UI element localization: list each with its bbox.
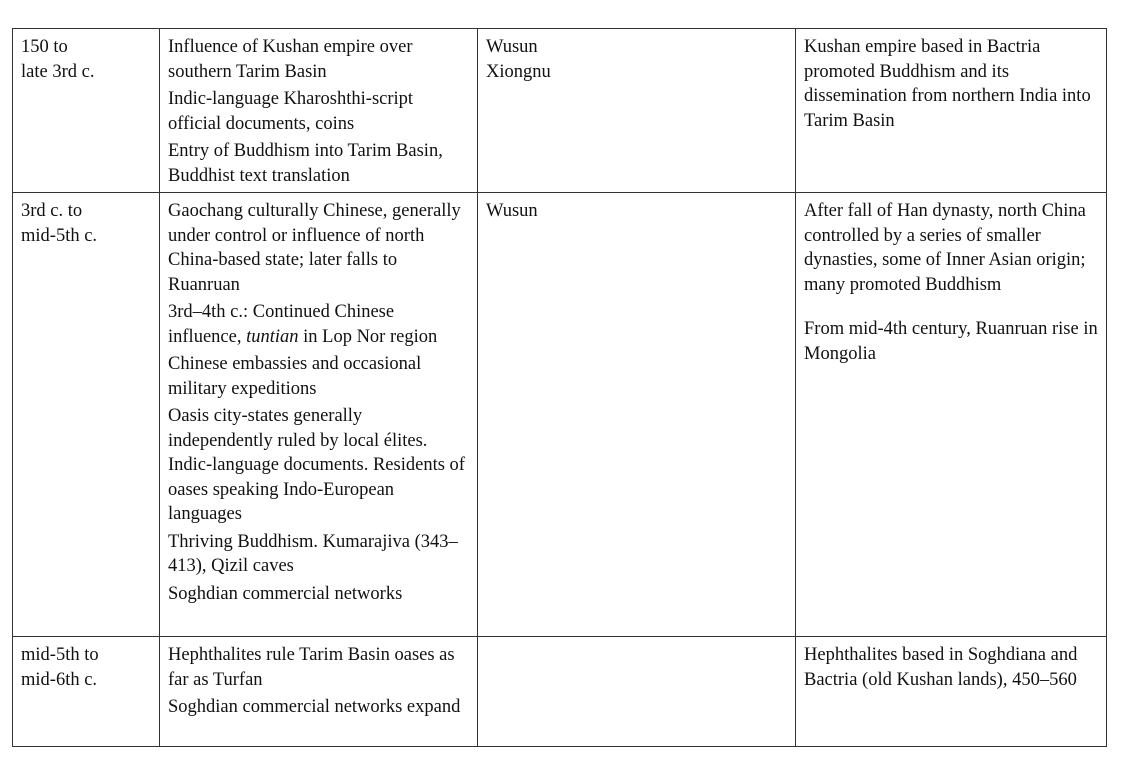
context-text: Kushan empire based in Bactria promoted Buddhism and its dissemination from northern India into Tarim Basin: [804, 37, 1091, 131]
period-cell: [13, 29, 160, 193]
event-text: Gaochang culturally Chinese, generally under control or influence of north China-based state; later falls to Ruanruan: [168, 201, 461, 295]
neighbors-cell: [478, 29, 796, 193]
event-text: Oasis city-states generally independently ruled by local élites. Indic-language documents. Residents of oases speaking Indo-European languages: [168, 406, 465, 524]
tarim-events-cell: [160, 193, 478, 637]
period-line: 3rd c. to: [21, 201, 83, 221]
period-cell: [13, 193, 160, 637]
table-row: [13, 637, 1107, 747]
event-text-part: 3rd–4th c.: Continued Chinese influence,: [168, 302, 395, 347]
context-cell: [796, 637, 1107, 747]
event-text: Thriving Buddhism. Kumarajiva (343–413), Qizil caves: [168, 531, 458, 576]
event-text-italic: tuntian: [246, 326, 299, 347]
period-line: 150 to: [21, 37, 68, 57]
period-line: late 3rd c.: [21, 61, 95, 82]
neighbors-cell: [478, 637, 796, 747]
context-cell: [796, 29, 1107, 193]
event-text: Soghdian commercial networks: [168, 583, 403, 604]
table-row: [13, 193, 1107, 637]
context-text: From mid-4th century, Ruanruan rise in Mongolia: [804, 319, 1098, 364]
context-cell: [796, 193, 1107, 637]
period-line: mid-5th to: [21, 645, 99, 665]
context-text: Hephthalites based in Soghdiana and Bactria (old Kushan lands), 450–560: [804, 645, 1078, 690]
neighbor-name: Wusun: [486, 201, 538, 221]
event-text: Influence of Kushan empire over southern Tarim Basin: [168, 37, 413, 82]
event-text: Hephthalites rule Tarim Basin oases as far as Turfan: [168, 645, 455, 690]
period-line: mid-5th c.: [21, 225, 98, 246]
tarim-events-cell: [160, 637, 478, 747]
neighbors-cell: [478, 193, 796, 637]
period-cell: [13, 637, 160, 747]
neighbor-name: Xiongnu: [486, 61, 551, 82]
event-text: Soghdian commercial networks expand: [168, 697, 461, 717]
tarim-events-cell: [160, 29, 478, 193]
context-text: After fall of Han dynasty, north China controlled by a series of smaller dynasties, some of Inner Asian origin; many promoted Buddhism: [804, 201, 1086, 295]
event-text: Chinese embassies and occasional military expeditions: [168, 354, 422, 399]
neighbor-name: Wusun: [486, 37, 538, 57]
event-text: [168, 300, 469, 349]
table-row: [13, 29, 1107, 193]
event-text-part: in Lop Nor region: [298, 326, 438, 347]
chronology-table: [12, 28, 1107, 747]
period-line: mid-6th c.: [21, 669, 98, 690]
event-text: Indic-language Kharoshthi-script official documents, coins: [168, 89, 414, 134]
event-text: Entry of Buddhism into Tarim Basin, Buddhist text translation: [168, 141, 443, 186]
